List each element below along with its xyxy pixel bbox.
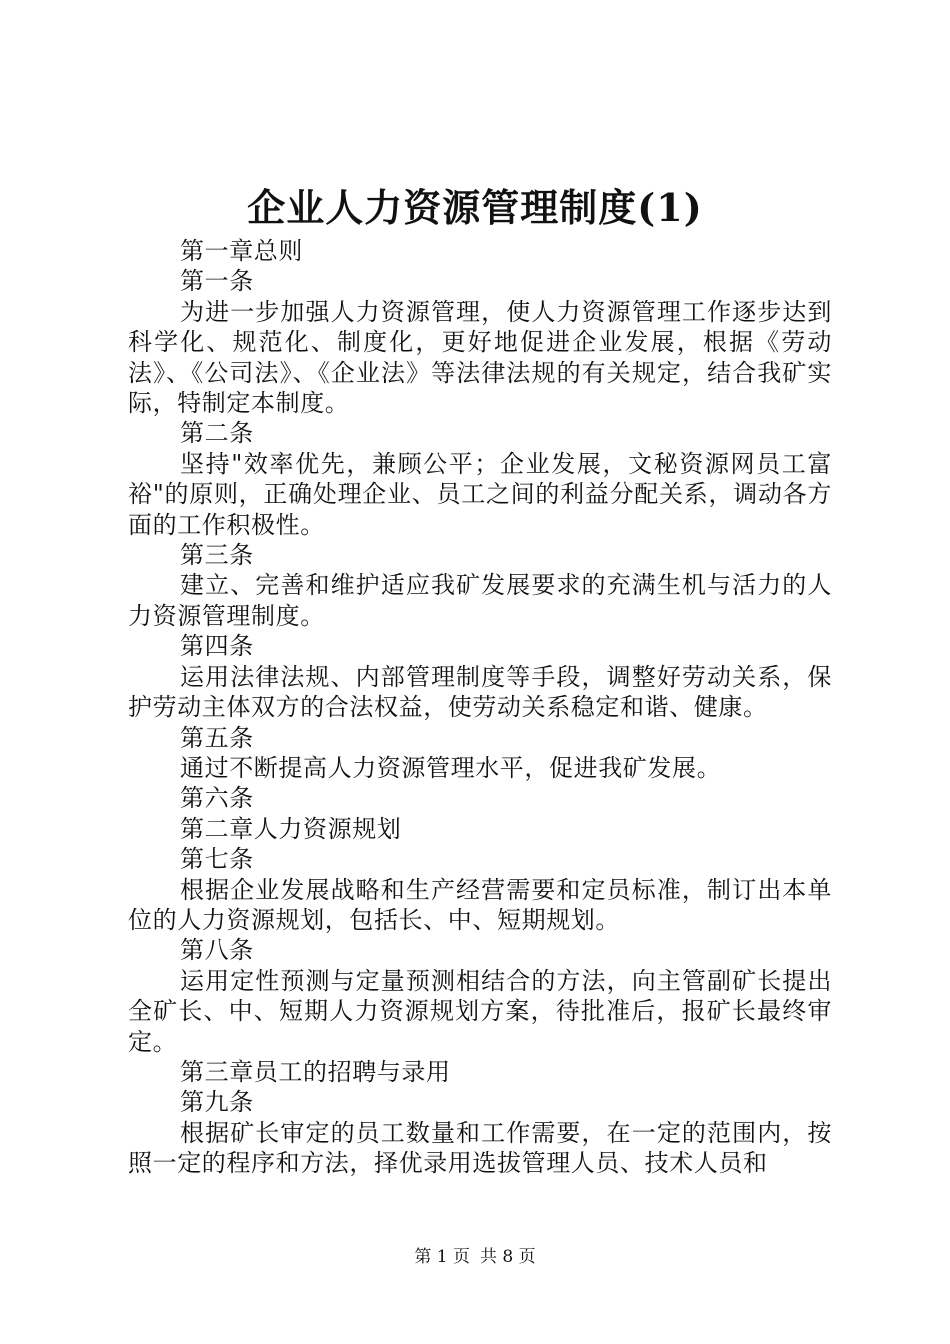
article-text: 坚持"效率优先，兼顾公平；企业发展，文秘资源网员工富裕"的原则，正确处理企业、员工之间的利益分配关系，调动各方面的工作积极性。 bbox=[128, 449, 832, 539]
article-heading: 第六条 bbox=[180, 784, 254, 813]
article-text: 运用法律法规、内部管理制度等手段，调整好劳动关系，保护劳动主体双方的合法权益，使劳动关系稳定和谐、健康。 bbox=[128, 662, 832, 722]
article-heading: 第七条 bbox=[180, 845, 254, 874]
page-footer bbox=[0, 1242, 950, 1267]
chapter-heading: 第二章人力资源规划 bbox=[180, 814, 402, 843]
article-heading: 第四条 bbox=[180, 632, 254, 661]
article-heading: 第八条 bbox=[180, 936, 254, 965]
article-text: 根据矿长审定的员工数量和工作需要，在一定的范围内，按照一定的程序和方法，择优录用选拔管理人员、技术人员和 bbox=[128, 1118, 832, 1178]
article-heading: 第五条 bbox=[180, 723, 254, 752]
article-text: 运用定性预测与定量预测相结合的方法，向主管副矿长提出全矿长、中、短期人力资源规划方案，待批准后，报矿长最终审定。 bbox=[128, 966, 832, 1056]
article-heading: 第九条 bbox=[180, 1088, 254, 1117]
article-text: 根据企业发展战略和生产经营需要和定员标准，制订出本单位的人力资源规划，包括长、中、短期规划。 bbox=[128, 875, 832, 934]
document-body bbox=[128, 236, 832, 1179]
document-title: 企业人力资源管理制度(1) bbox=[247, 185, 703, 230]
chapter-heading: 第三章员工的招聘与录用 bbox=[180, 1057, 451, 1086]
page-total: 共 8 页 bbox=[480, 1247, 536, 1267]
chapter-heading: 第一章总则 bbox=[180, 237, 303, 265]
article-heading: 第三条 bbox=[180, 541, 254, 570]
article-heading: 第二条 bbox=[180, 419, 254, 448]
article-text: 通过不断提高人力资源管理水平，促进我矿发展。 bbox=[180, 753, 722, 782]
article-text: 为进一步加强人力资源管理，使人力资源管理工作逐步达到科学化、规范化、制度化，更好地促进企业发展，根据《劳动法》、《公司法》、《企业法》等法律法规的有关规定，结合我矿实际，特制定本制度。 bbox=[128, 297, 832, 418]
article-heading: 第一条 bbox=[180, 267, 254, 296]
page-number: 第 1 页 bbox=[414, 1247, 470, 1267]
article-text: 建立、完善和维护适应我矿发展要求的充满生机与活力的人力资源管理制度。 bbox=[128, 571, 832, 630]
